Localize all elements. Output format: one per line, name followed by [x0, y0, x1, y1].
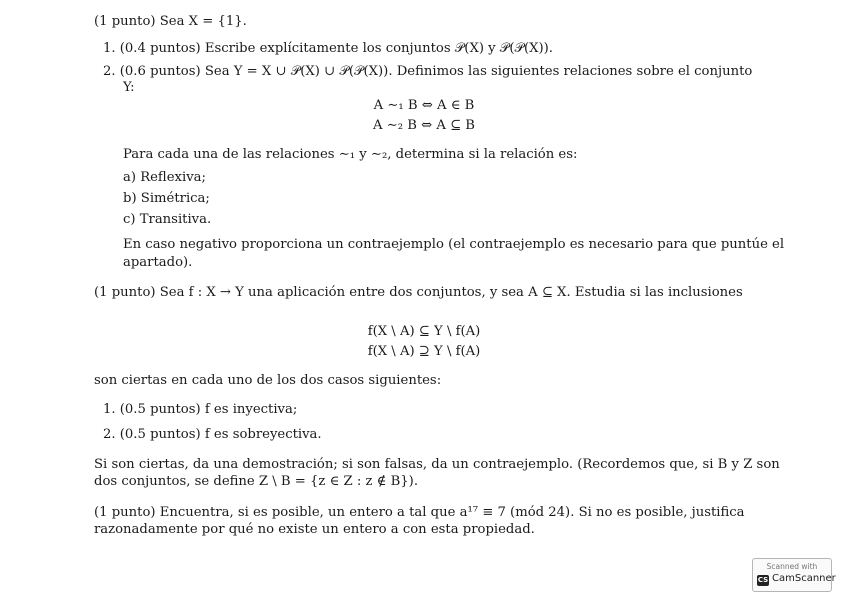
problem3-line2: razonadamente por qué no existe un entero a con esta propiedad.: [94, 522, 535, 537]
problem2-note-line1: Si son ciertas, da una demostración; si son falsas, da un contraejemplo. (Recordemos que, si B y Z son: [94, 457, 780, 472]
inclusion-2: f(X \ A) ⊇ Y \ f(A): [367, 344, 481, 359]
inclusion-1: f(X \ A) ⊆ Y \ f(A): [367, 324, 481, 339]
problem3-line1: (1 punto) Encuentra, si es posible, un entero a tal que a¹⁷ ≡ 7 (mód 24). Si no es posible, justifica: [94, 505, 745, 520]
problem1-item2-line1: 2. (0.6 puntos) Sea Y = X ∪ 𝒫(X) ∪ 𝒫(𝒫(X)). Definimos las siguientes relaciones sobre el conjunto: [103, 64, 753, 79]
problem1-note-line2: apartado).: [123, 255, 193, 270]
option-a: a) Reflexiva;: [123, 170, 206, 185]
relation-2: A ∼₂ B ⇔ A ⊆ B: [372, 118, 476, 133]
option-b: b) Simétrica;: [123, 191, 210, 206]
problem1-item2-line2: Y:: [123, 80, 135, 95]
problem1-intro: (1 punto) Sea X = {1}.: [94, 14, 247, 29]
problem1-question: Para cada una de las relaciones ∼₁ y ∼₂, determina si la relación es:: [123, 147, 578, 162]
camscanner-brand: [757, 573, 836, 586]
relation-1: A ∼₁ B ⇔ A ∈ B: [373, 98, 475, 113]
problem2-intro: (1 punto) Sea f : X → Y una aplicación entre dos conjuntos, y sea A ⊆ X. Estudia si las inclusiones: [94, 285, 743, 300]
camscanner-name: CamScanner: [772, 573, 836, 584]
camscanner-watermark: [752, 558, 836, 592]
problem2-item2: 2. (0.5 puntos) f es sobreyectiva.: [103, 427, 322, 442]
problem1-note-line1: En caso negativo proporciona un contraejemplo (el contraejemplo es necesario para que puntúe el: [123, 237, 785, 252]
option-c: c) Transitiva.: [123, 212, 212, 227]
camscanner-logo-icon: CS: [757, 576, 769, 584]
problem2-cases: son ciertas en cada uno de los dos casos siguientes:: [94, 373, 442, 388]
scanned-with-text: Scanned with: [766, 562, 818, 571]
problem2-item1: 1. (0.5 puntos) f es inyectiva;: [103, 402, 298, 417]
problem1-item1: 1. (0.4 puntos) Escribe explícitamente los conjuntos 𝒫(X) y 𝒫(𝒫(X)).: [103, 41, 553, 56]
problem2-note-line2: dos conjuntos, se define Z \ B = {z ∈ Z : z ∉ B}).: [94, 474, 419, 489]
